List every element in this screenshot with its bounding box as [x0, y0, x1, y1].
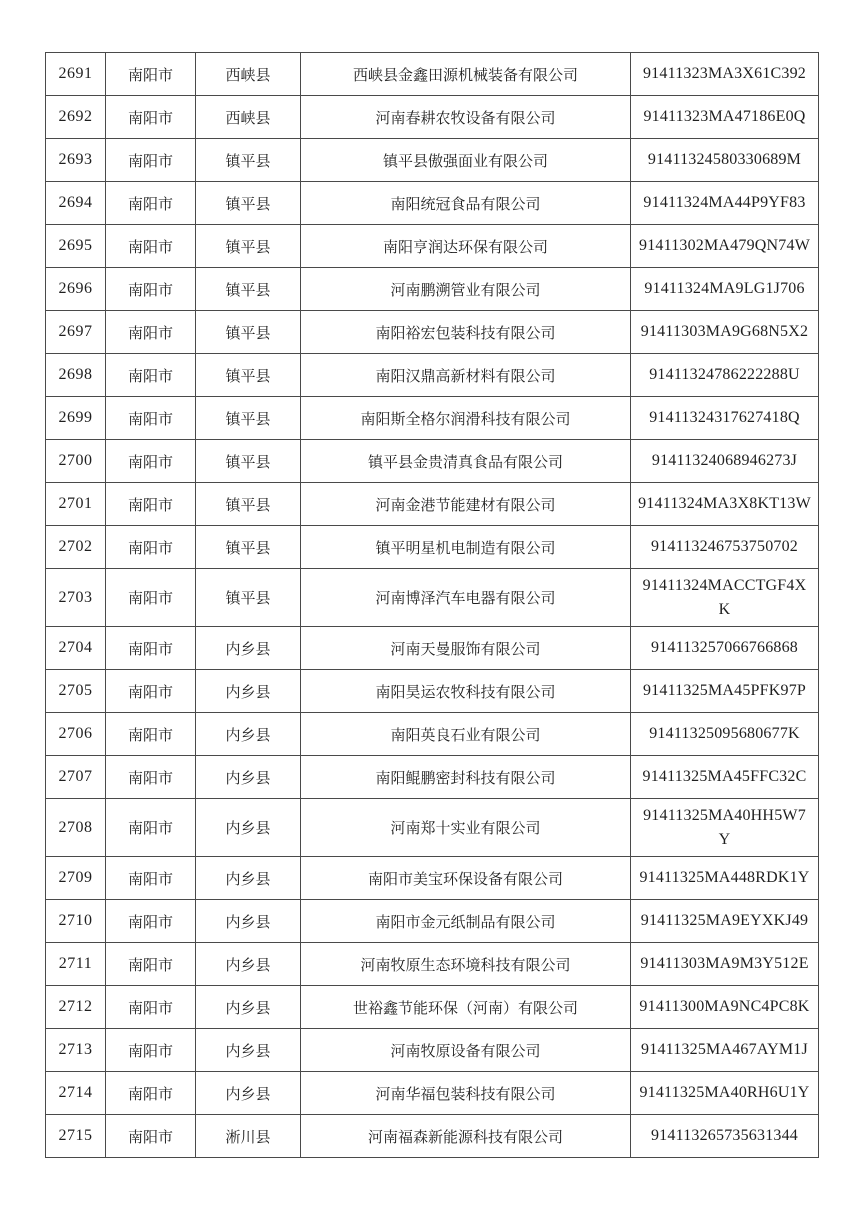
- row-serial-number: 2697: [46, 311, 106, 354]
- row-company-name: 南阳市美宝环保设备有限公司: [301, 857, 631, 900]
- row-city: 南阳市: [106, 900, 196, 943]
- row-county: 内乡县: [196, 799, 301, 857]
- table-row: [46, 713, 819, 756]
- row-county: 镇平县: [196, 483, 301, 526]
- row-county: 西峡县: [196, 96, 301, 139]
- row-city: 南阳市: [106, 1072, 196, 1115]
- row-company-name: 河南春耕农牧设备有限公司: [301, 96, 631, 139]
- table-row: [46, 1115, 819, 1158]
- row-city: 南阳市: [106, 53, 196, 96]
- row-city: 南阳市: [106, 354, 196, 397]
- row-serial-number: 2692: [46, 96, 106, 139]
- table-row: [46, 986, 819, 1029]
- row-serial-number: 2696: [46, 268, 106, 311]
- row-serial-number: 2708: [46, 799, 106, 857]
- row-serial-number: 2714: [46, 1072, 106, 1115]
- company-table-body: [46, 53, 819, 1158]
- row-city: 南阳市: [106, 627, 196, 670]
- row-credit-code: 91411324786222288U: [631, 354, 819, 397]
- row-county: 内乡县: [196, 857, 301, 900]
- table-row: [46, 53, 819, 96]
- row-county: 内乡县: [196, 900, 301, 943]
- row-company-name: 河南牧原设备有限公司: [301, 1029, 631, 1072]
- table-row: [46, 627, 819, 670]
- row-company-name: 河南华福包装科技有限公司: [301, 1072, 631, 1115]
- row-county: 镇平县: [196, 526, 301, 569]
- row-credit-code: 91411323MA3X61C392: [631, 53, 819, 96]
- row-city: 南阳市: [106, 1115, 196, 1158]
- row-company-name: 南阳斯全格尔润滑科技有限公司: [301, 397, 631, 440]
- row-credit-code: 91411324580330689M: [631, 139, 819, 182]
- row-county: 内乡县: [196, 670, 301, 713]
- row-serial-number: 2691: [46, 53, 106, 96]
- row-credit-code: 91411302MA479QN74W: [631, 225, 819, 268]
- row-company-name: 河南金港节能建材有限公司: [301, 483, 631, 526]
- row-serial-number: 2713: [46, 1029, 106, 1072]
- row-company-name: 河南郑十实业有限公司: [301, 799, 631, 857]
- row-county: 内乡县: [196, 627, 301, 670]
- row-credit-code: 91411325MA448RDK1Y: [631, 857, 819, 900]
- row-credit-code: 91411324MA9LG1J706: [631, 268, 819, 311]
- row-county: 镇平县: [196, 569, 301, 627]
- row-serial-number: 2694: [46, 182, 106, 225]
- row-county: 内乡县: [196, 943, 301, 986]
- table-row: [46, 182, 819, 225]
- table-row: [46, 268, 819, 311]
- row-county: 镇平县: [196, 354, 301, 397]
- row-city: 南阳市: [106, 713, 196, 756]
- table-row: [46, 857, 819, 900]
- row-credit-code: 914113265735631344: [631, 1115, 819, 1158]
- row-serial-number: 2705: [46, 670, 106, 713]
- row-company-name: 镇平明星机电制造有限公司: [301, 526, 631, 569]
- row-county: 西峡县: [196, 53, 301, 96]
- table-row: [46, 943, 819, 986]
- row-city: 南阳市: [106, 139, 196, 182]
- row-city: 南阳市: [106, 182, 196, 225]
- row-company-name: 南阳汉鼎高新材料有限公司: [301, 354, 631, 397]
- row-serial-number: 2702: [46, 526, 106, 569]
- row-company-name: 南阳裕宏包装科技有限公司: [301, 311, 631, 354]
- table-row: [46, 96, 819, 139]
- row-city: 南阳市: [106, 397, 196, 440]
- row-county: 镇平县: [196, 440, 301, 483]
- row-serial-number: 2703: [46, 569, 106, 627]
- row-credit-code: 91411300MA9NC4PC8K: [631, 986, 819, 1029]
- row-county: 镇平县: [196, 268, 301, 311]
- row-serial-number: 2715: [46, 1115, 106, 1158]
- table-row: [46, 139, 819, 182]
- table-row: [46, 225, 819, 268]
- row-company-name: 河南福森新能源科技有限公司: [301, 1115, 631, 1158]
- row-credit-code: 91411325095680677K: [631, 713, 819, 756]
- row-credit-code: 91411325MA40HH5W7 Y: [631, 799, 819, 857]
- row-credit-code: 914113257066766868: [631, 627, 819, 670]
- row-credit-code: 91411324317627418Q: [631, 397, 819, 440]
- row-company-name: 南阳统冠食品有限公司: [301, 182, 631, 225]
- row-city: 南阳市: [106, 986, 196, 1029]
- table-row: [46, 311, 819, 354]
- row-serial-number: 2700: [46, 440, 106, 483]
- row-city: 南阳市: [106, 756, 196, 799]
- row-serial-number: 2710: [46, 900, 106, 943]
- row-county: 内乡县: [196, 713, 301, 756]
- row-credit-code: 91411324068946273J: [631, 440, 819, 483]
- row-credit-code: 91411325MA45PFK97P: [631, 670, 819, 713]
- table-row: [46, 670, 819, 713]
- row-serial-number: 2707: [46, 756, 106, 799]
- table-row: [46, 1072, 819, 1115]
- table-row: [46, 569, 819, 627]
- row-county: 内乡县: [196, 986, 301, 1029]
- row-serial-number: 2709: [46, 857, 106, 900]
- table-row: [46, 756, 819, 799]
- row-city: 南阳市: [106, 670, 196, 713]
- row-company-name: 南阳市金元纸制品有限公司: [301, 900, 631, 943]
- row-city: 南阳市: [106, 483, 196, 526]
- row-company-name: 世裕鑫节能环保（河南）有限公司: [301, 986, 631, 1029]
- row-city: 南阳市: [106, 1029, 196, 1072]
- table-row: [46, 900, 819, 943]
- row-company-name: 河南天曼服饰有限公司: [301, 627, 631, 670]
- row-county: 淅川县: [196, 1115, 301, 1158]
- table-row: [46, 440, 819, 483]
- table-row: [46, 526, 819, 569]
- row-city: 南阳市: [106, 799, 196, 857]
- table-row: [46, 799, 819, 857]
- row-credit-code: 91411324MA44P9YF83: [631, 182, 819, 225]
- table-row: [46, 1029, 819, 1072]
- row-credit-code: 91411303MA9M3Y512E: [631, 943, 819, 986]
- row-county: 镇平县: [196, 139, 301, 182]
- row-city: 南阳市: [106, 311, 196, 354]
- row-serial-number: 2698: [46, 354, 106, 397]
- row-credit-code: 91411325MA40RH6U1Y: [631, 1072, 819, 1115]
- row-company-name: 镇平县傲强面业有限公司: [301, 139, 631, 182]
- row-city: 南阳市: [106, 943, 196, 986]
- row-county: 镇平县: [196, 311, 301, 354]
- row-city: 南阳市: [106, 569, 196, 627]
- row-county: 镇平县: [196, 225, 301, 268]
- table-row: [46, 483, 819, 526]
- row-credit-code: 91411323MA47186E0Q: [631, 96, 819, 139]
- row-company-name: 南阳昊运农牧科技有限公司: [301, 670, 631, 713]
- row-serial-number: 2704: [46, 627, 106, 670]
- row-serial-number: 2699: [46, 397, 106, 440]
- row-serial-number: 2701: [46, 483, 106, 526]
- row-credit-code: 91411324MACCTGF4X K: [631, 569, 819, 627]
- row-county: 内乡县: [196, 1029, 301, 1072]
- row-company-name: 河南博泽汽车电器有限公司: [301, 569, 631, 627]
- row-city: 南阳市: [106, 96, 196, 139]
- table-row: [46, 354, 819, 397]
- row-serial-number: 2695: [46, 225, 106, 268]
- table-row: [46, 397, 819, 440]
- row-serial-number: 2706: [46, 713, 106, 756]
- row-credit-code: 91411324MA3X8KT13W: [631, 483, 819, 526]
- row-credit-code: 91411325MA467AYM1J: [631, 1029, 819, 1072]
- row-city: 南阳市: [106, 526, 196, 569]
- row-credit-code: 91411325MA9EYXKJ49: [631, 900, 819, 943]
- row-credit-code: 91411303MA9G68N5X2: [631, 311, 819, 354]
- row-company-name: 南阳鲲鹏密封科技有限公司: [301, 756, 631, 799]
- row-company-name: 镇平县金贵清真食品有限公司: [301, 440, 631, 483]
- row-city: 南阳市: [106, 225, 196, 268]
- company-table: [45, 52, 819, 1158]
- row-county: 内乡县: [196, 1072, 301, 1115]
- row-city: 南阳市: [106, 440, 196, 483]
- row-serial-number: 2693: [46, 139, 106, 182]
- row-credit-code: 91411325MA45FFC32C: [631, 756, 819, 799]
- row-city: 南阳市: [106, 268, 196, 311]
- row-county: 内乡县: [196, 756, 301, 799]
- row-city: 南阳市: [106, 857, 196, 900]
- row-credit-code: 914113246753750702: [631, 526, 819, 569]
- row-company-name: 南阳英良石业有限公司: [301, 713, 631, 756]
- row-company-name: 河南鹏溯管业有限公司: [301, 268, 631, 311]
- row-serial-number: 2712: [46, 986, 106, 1029]
- row-company-name: 河南牧原生态环境科技有限公司: [301, 943, 631, 986]
- row-company-name: 西峡县金鑫田源机械装备有限公司: [301, 53, 631, 96]
- row-county: 镇平县: [196, 182, 301, 225]
- row-serial-number: 2711: [46, 943, 106, 986]
- row-company-name: 南阳亨润达环保有限公司: [301, 225, 631, 268]
- row-county: 镇平县: [196, 397, 301, 440]
